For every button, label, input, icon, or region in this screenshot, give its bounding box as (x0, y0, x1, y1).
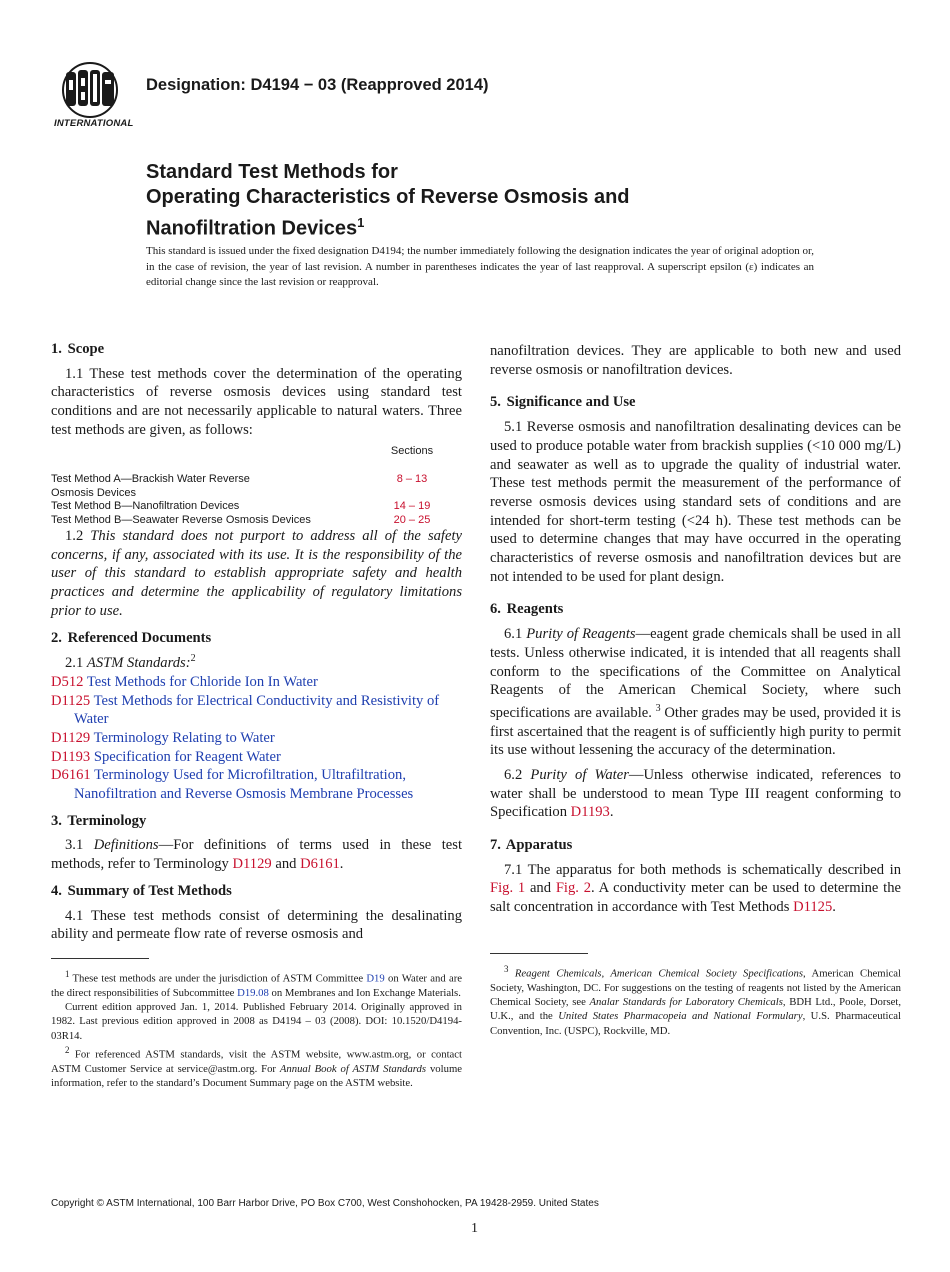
right-column (490, 342, 901, 1038)
section-heading-reagents: 6. Reagents (490, 601, 564, 618)
reference-code-link[interactable]: D1193 (51, 748, 91, 765)
summary-paragraph: 4.1 These test methods consist of determining the desalinating ability and permeate flow rate of reverse osmosis and (51, 907, 462, 943)
footnote-divider (490, 953, 588, 954)
reagents-paragraph-2: 6.2 Purity of Water—Unless otherwise indicated, references to water shall be understood to mean Type III reagent conforming to Specification D1193. (490, 766, 901, 821)
title-line-1: Standard Test Methods for (146, 161, 398, 183)
scope-paragraph-1: 1.1 These test methods cover the determination of the operating characteristics of reverse osmosis devices using standard test conditions and are not necessarily applicable to natural waters. Three test methods are given, as follows: (51, 365, 462, 438)
title-footnote-mark: 1 (357, 215, 365, 230)
reference-item (51, 729, 462, 748)
reference-item (51, 692, 462, 729)
sections-link[interactable]: 20 – 25 (393, 513, 431, 526)
reference-title-link[interactable]: Test Methods for Chloride Ion In Water (86, 673, 318, 690)
reference-title-link[interactable]: Test Methods for Electrical Conductivity and Resistivity of Water (74, 692, 440, 728)
title-line-3-text: Nanofiltration Devices (146, 217, 358, 240)
reference-item (51, 766, 462, 803)
sections-header: Sections (390, 444, 434, 457)
section-heading-apparatus: 7. Apparatus (490, 837, 573, 854)
table-row (51, 473, 462, 500)
significance-paragraph: 5.1 Reverse osmosis and nanofiltration desalinating devices can be used to produce potable water from brackish supplies (<10 000 mg/L) and seawater as well as to upgrade the quality of industrial water. These test methods permit the measurement of the performance of reverse osmosis devices using standard sets of conditions and are intended for short-term testing (<24 h). These test methods can be used to determine changes that may have occurred in the operating characteristics of reverse osmosis and nanofiltration devices but are not intended to be used for plant design. (490, 419, 901, 585)
scope-paragraph-2: 1.2 This standard does not purport to address all of the safety concerns, if any, associated with its use. It is the responsibility of the user of this standard to establish appropriate safety and health practices and determine the applicability of regulatory limitations prior to use. (51, 528, 462, 619)
footnote-2: $^2$ For referenced ASTM standards, visit the ASTM website, www.astm.org, or contact ASTM Customer Service at service@astm.org. For Annual Book of ASTM Standards volume information, refer to the standard’s Document Summary page on the ASTM website. (51, 1044, 463, 1090)
footnote-1: $^1$ These test methods are under the jurisdiction of ASTM Committee D19 on Water and are the direct responsibilities of Subcommittee D19.08 on Membranes and Ion Exchange Materials. (51, 968, 462, 999)
table-row (51, 500, 462, 514)
section-heading-summary: 4. Summary of Test Methods (51, 882, 232, 899)
reference-title-link[interactable]: Terminology Used for Microfiltration, Ultrafiltration, Nanofiltration and Reverse Osmosis Membrane Processes (74, 767, 414, 803)
left-column (51, 340, 462, 1090)
specification-link-d1193[interactable]: D1193 (570, 804, 610, 821)
reference-code-link[interactable]: D1129 (51, 729, 91, 746)
section-heading-terminology: 3. Terminology (51, 812, 147, 829)
terminology-paragraph: 3.1 Definitions—For definitions of terms used in these test methods, refer to Terminology D1129 and D6161. (51, 837, 463, 873)
designation: Designation: D4194 − 03 (Reapproved 2014) (146, 76, 489, 94)
table-row (51, 514, 462, 528)
terminology-link-d6161[interactable]: D6161 (300, 856, 340, 873)
preamble: This standard is issued under the fixed designation D4194; the number immediately following the designation indicates the year of original adoption or, in the case of revision, the year of last revision. A number in parentheses indicates the year of last reapproval. A superscript epsilon (ε) indicates an editorial change since the last revision or reapproval. (146, 245, 814, 288)
method-name: Test Method B—Seawater Reverse Osmosis Devices (51, 513, 311, 526)
sections-link[interactable]: 8 – 13 (396, 473, 428, 486)
copyright-notice: Copyright © ASTM International, 100 Barr Harbor Drive, PO Box C700, West Conshohocken, PA 19428-2959. United States (51, 1198, 599, 1209)
title-line-3 (146, 210, 630, 242)
reference-code-link[interactable]: D512 (51, 673, 84, 690)
reference-item (51, 673, 462, 692)
section-heading-scope: 1. Scope (51, 341, 105, 357)
test-methods-link-d1125[interactable]: D1125 (793, 899, 833, 916)
sections-link[interactable]: 14 – 19 (393, 500, 431, 513)
test-methods-table (51, 445, 462, 528)
astm-standards-intro: 2.1 ASTM Standards:$^2$ (65, 653, 196, 672)
reference-item (51, 748, 462, 767)
astm-logo (50, 60, 136, 132)
reference-title-link[interactable]: Specification for Reagent Water (93, 748, 281, 765)
footnote-3: $^3$ Reagent Chemicals, American Chemical Society Specifications, American Chemical Society, Washington, DC. For suggestions on the testing of reagents not listed by the American Chemical Society, see Analar Standards for Laboratory Chemicals, BDH Ltd., Poole, Dorset, U.K., and the United States Pharmacopeia and National Formulary, U.S. Pharmaceutical Convention, Inc. (USPC), Rockville, MD. (490, 963, 902, 1037)
figure-2-link[interactable]: Fig. 2 (555, 880, 591, 897)
reagents-paragraph-1: 6.1 Purity of Reagents—eagent grade chemicals shall be used in all tests. Unless otherwise indicated, it is intended that all reagents shall conform to the specifications of the Committee on Analytical Reagents of the American Chemical Society, where such specifications are available. $^3$ Other grades may be used, provided it is first ascertained that the reagent is of sufficiently high purity to permit its use without lessening the accuracy of the determination. (490, 626, 902, 759)
footnote-1-edition: Current edition approved Jan. 1, 2014. Published February 2014. Originally approved in 1982. Last previous edition approved in 2008 as D4194 – 03 (2008). DOI: 10.1520/D4194-03R14. (51, 1001, 462, 1042)
table-header-row (51, 445, 462, 474)
reference-title-link[interactable]: Terminology Relating to Water (93, 729, 275, 746)
method-name: Test Method B—Nanofiltration Devices (51, 500, 240, 513)
committee-link-d19[interactable]: D19 (366, 972, 385, 985)
footnote-divider (51, 958, 149, 959)
method-name: Test Method A—Brackish Water Reverse Osmosis Devices (51, 473, 250, 499)
subcommittee-link-d19-08[interactable]: D19.08 (237, 986, 269, 999)
figure-1-link[interactable]: Fig. 1 (490, 880, 526, 897)
page-number: 1 (471, 1221, 478, 1236)
terminology-link-d1129[interactable]: D1129 (232, 856, 272, 873)
apparatus-paragraph: 7.1 The apparatus for both methods is schematically described in Fig. 1 and Fig. 2. A conductivity meter can be used to determine the salt concentration in accordance with Test Methods D1125. (490, 861, 901, 916)
summary-paragraph-continued: nanofiltration devices. They are applicable to both new and used reverse osmosis or nanofiltration devices. (490, 343, 901, 378)
title-line-2: Operating Characteristics of Reverse Osmosis and (146, 186, 630, 208)
reference-code-link[interactable]: D6161 (51, 767, 91, 784)
page-title (146, 160, 630, 242)
logo-subtext: INTERNATIONAL (54, 118, 134, 129)
section-heading-referenced-documents: 2. Referenced Documents (51, 629, 212, 646)
section-heading-significance: 5. Significance and Use (490, 394, 636, 411)
reference-code-link[interactable]: D1125 (51, 692, 91, 709)
